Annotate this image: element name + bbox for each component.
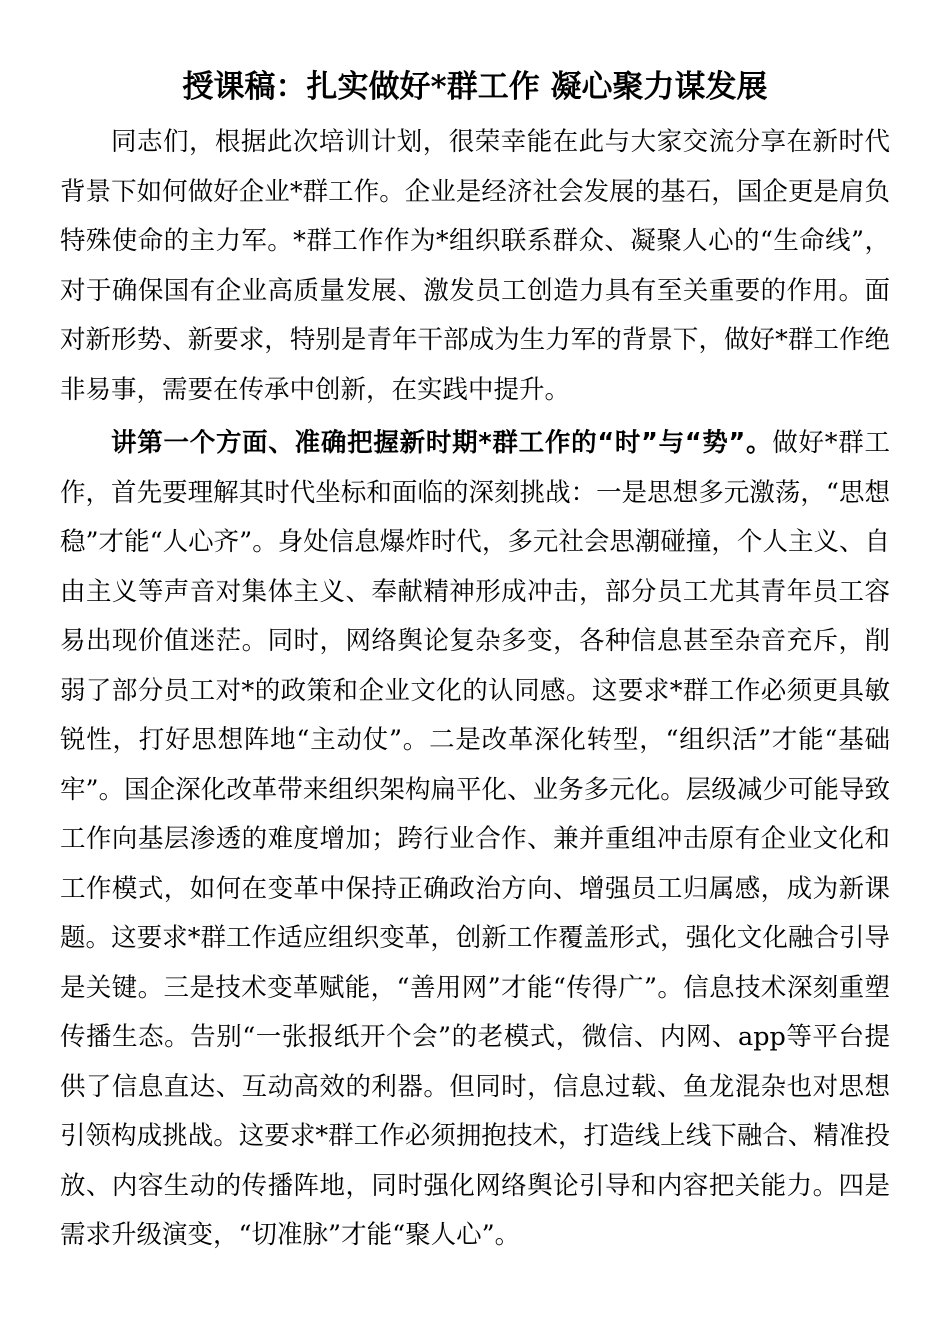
paragraph-section-one bbox=[60, 419, 890, 1261]
paragraph-intro bbox=[60, 118, 890, 415]
document-title: 授课稿：扎实做好*群工作 凝心聚力谋发展 bbox=[182, 69, 768, 105]
section-heading: 讲第一个方面、准确把握新时期*群工作的“时”与“势”。 bbox=[111, 428, 773, 458]
paragraph-text: 同志们，根据此次培训计划，很荣幸能在此与大家交流分享在新时代背景下如何做好企业*群工作。企业是经济社会发展的基石，国企更是肩负特殊使命的主力军。*群工作作为*组织联系群众、凝聚人心的“生命线”，对于确保国有企业高质量发展、激发员工创造力具有至关重要的作用。面对新形势、新要求，特别是青年干部成为生力军的背景下，做好*群工作绝非易事，需要在传承中创新，在实践中提升。 bbox=[60, 127, 890, 405]
document-body bbox=[60, 118, 890, 1261]
paragraph-text: 做好*群工作，首先要理解其时代坐标和面临的深刻挑战：一是思想多元激荡，“思想稳”才能“人心齐”。身处信息爆炸时代，多元社会思潮碰撞，个人主义、自由主义等声音对集体主义、奉献精神形成冲击，部分员工尤其青年员工容易出现价值迷茫。同时，网络舆论复杂多变，各种信息甚至杂音充斥，削弱了部分员工对*的政策和企业文化的认同感。这要求*群工作必须更具敏锐性，打好思想阵地“主动仗”。二是改革深化转型，“组织活”才能“基础牢”。国企深化改革带来组织架构扁平化、业务多元化。层级减少可能导致工作向基层渗透的难度增加；跨行业合作、兼并重组冲击原有企业文化和工作模式，如何在变革中保持正确政治方向、增强员工归属感，成为新课题。这要求*群工作适应组织变革，创新工作覆盖形式，强化文化融合引导是关键。三是技术变革赋能，“善用网”才能“传得广”。信息技术深刻重塑传播生态。告别“一张报纸开个会”的老模式，微信、内网、app等平台提供了信息直达、互动高效的利器。但同时，信息过载、鱼龙混杂也对思想引领构成挑战。这要求*群工作必须拥抱技术，打造线上线下融合、精准投放、内容生动的传播阵地，同时强化网络舆论引导和内容把关能力。四是需求升级演变，“切准脉”才能“聚人心”。 bbox=[60, 428, 890, 1250]
